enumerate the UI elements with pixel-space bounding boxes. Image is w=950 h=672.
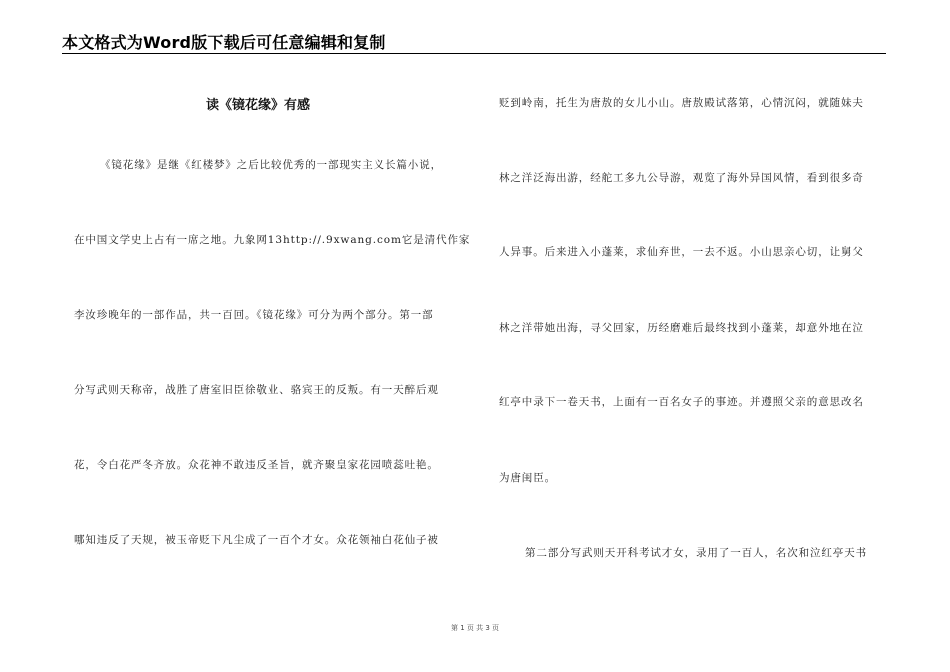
paragraph-line: 哪知违反了天规，被玉帝贬下凡尘成了一百个才女。众花领袖白花仙子被: [74, 534, 439, 546]
document-banner: 本文格式为Word版下载后可任意编辑和复制: [62, 33, 386, 52]
paragraph-line: 人异事。后来进入小蓬莱，求仙弃世，一去不返。小山思亲心切，让舅父: [499, 246, 864, 258]
paragraph-line: 分写武则天称帝，战胜了唐室旧臣徐敬业、骆宾王的反叛。有一天醉后观: [74, 384, 439, 396]
paragraph-line: 林之洋泛海出游，经舵工多九公导游，观览了海外异国风情，看到很多奇: [499, 172, 864, 184]
page-indicator: 第 1 页 共 3 页: [450, 624, 500, 632]
paragraph-line: 贬到岭南，托生为唐敖的女儿小山。唐敖殿试落第，心情沉闷，就随妹夫: [499, 97, 864, 109]
paragraph-line: 第二部分写武则天开科考试才女，录用了一百人，名次和泣红亭天书: [525, 547, 867, 559]
paragraph-line: 《镜花缘》是继《红楼梦》之后比较优秀的一部现实主义长篇小说，: [100, 159, 442, 171]
paragraph-line: 在中国文学史上占有一席之地。九象网13http://.9xwang.com它是清代作家: [74, 234, 471, 246]
paragraph-line: 红亭中录下一卷天书，上面有一百名女子的事迹。并遵照父亲的意思改名: [499, 396, 864, 408]
header-divider: [62, 53, 886, 54]
paragraph-line: 花，令白花严冬齐放。众花神不敢违反圣旨，就齐聚皇家花园喷蕊吐艳。: [74, 459, 439, 471]
paragraph-line: 林之洋带她出海，寻父回家，历经磨难后最终找到小蓬莱，却意外地在泣: [499, 322, 864, 334]
paragraph-line: 李汝珍晚年的一部作品，共一百回。《镜花缘》可分为两个部分。第一部: [74, 309, 434, 321]
paragraph-line: 为唐闺臣。: [499, 472, 556, 484]
document-title: 读《镜花缘》有感: [206, 98, 311, 113]
